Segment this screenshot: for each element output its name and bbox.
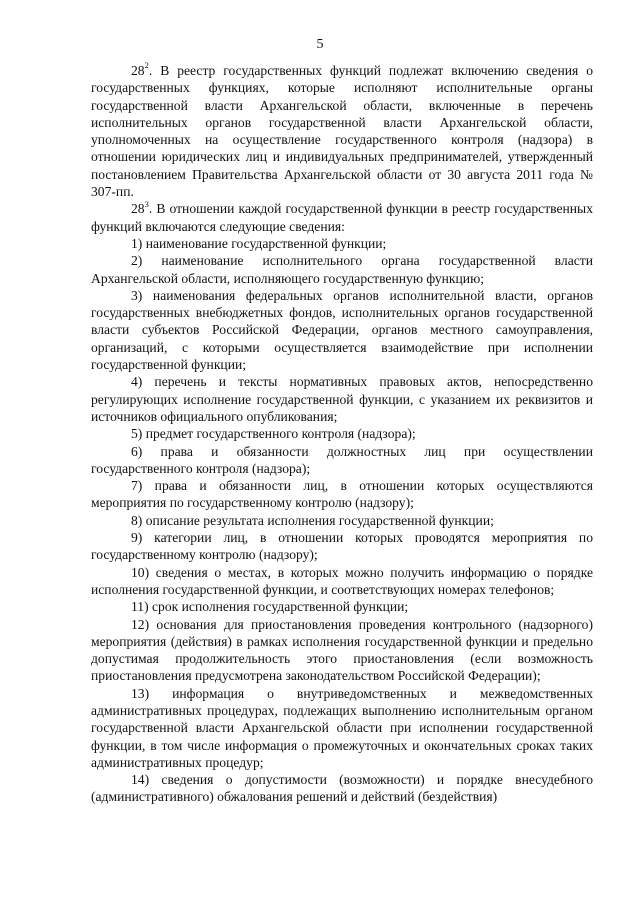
list-item-8: 8) описание результата исполнения государственной функции;	[131, 512, 494, 528]
list-item-9: 9) категории лиц, в отношении которых проводятся мероприятия по государственному контролю (надзору);	[91, 530, 593, 563]
document-body	[91, 62, 593, 806]
list-item-5: 5) предмет государственного контроля (надзора);	[131, 426, 416, 442]
list-item-3: 3) наименования федеральных органов исполнительной власти, органов государственных внебюджетных фондов, исполнительных органов государственной власти субъектов Российской Федерации, органов местного самоуправления, организаций, с которыми осуществляется взаимодействие при исполнении государственной функции;	[91, 287, 593, 373]
list-item-7: 7) права и обязанности лиц, в отношении которых осуществляются мероприятия по государственному контролю (надзору);	[91, 478, 593, 511]
paragraph-28-2	[91, 62, 593, 200]
clause-number: 28	[131, 63, 145, 78]
page-number: 5	[316, 37, 324, 52]
list-item-12: 12) основания для приостановления проведения контрольного (надзорного) мероприятия (действия) в рамках исполнения государственной функции и предельно допустимая продолжительность этого приостановления (если возможность приостановления предусмотрена законодательством Российской Федерации);	[91, 616, 593, 684]
list-item-13: 13) информация о внутриведомственных и межведомственных административных процедурах, подлежащих выполнению исполнительным органом государственной власти Архангельской области при исполнении государственной функции, в том числе информация о промежуточных и окончательных сроках таких административных процедур;	[91, 685, 593, 770]
list-item-11: 11) срок исполнения государственной функции;	[131, 599, 409, 615]
paragraph-28-3	[91, 200, 593, 235]
list-item-4: 4) перечень и тексты нормативных правовых актов, непосредственно регулирующих исполнение государственной функции, с указанием их реквизитов и источников официального опубликования;	[91, 374, 593, 424]
list-item-2: 2) наименование исполнительного органа государственной власти Архангельской области, исполняющего государственную функцию;	[91, 253, 593, 286]
clause-superscript: 3	[144, 198, 149, 209]
clause-superscript: 2	[144, 60, 149, 71]
paragraph-text: . В реестр государственных функций подлежат включению сведения о государственных функциях, которые исполняют исполнительные органы государственной власти Архангельской области, включенные в перечень исполнительных органов государственной власти Архангельской области, уполномоченных на осуществление государственного контроля (надзора) в отношении юридических лиц и индивидуальных предпринимателей, утвержденный постановлением Правительства Архангельской области от 30 августа 2011 года № 307-пп.	[91, 63, 593, 200]
list-item-6: 6) права и обязанности должностных лиц при осуществлении государственного контроля (надзора);	[91, 443, 593, 476]
list-item-14: 14) сведения о допустимости (возможности) и порядке внесудебного (административного) обжалования решений и действий (бездействия)	[91, 772, 593, 805]
paragraph-text: . В отношении каждой государственной функции в реестр государственных функций включаются следующие сведения:	[91, 201, 593, 234]
list-item-10: 10) сведения о местах, в которых можно получить информацию о порядке исполнения государственной функции, и соответствующих номерах телефонов;	[91, 564, 593, 597]
clause-number: 28	[131, 201, 145, 217]
list-item-1: 1) наименование государственной функции;	[131, 235, 387, 251]
